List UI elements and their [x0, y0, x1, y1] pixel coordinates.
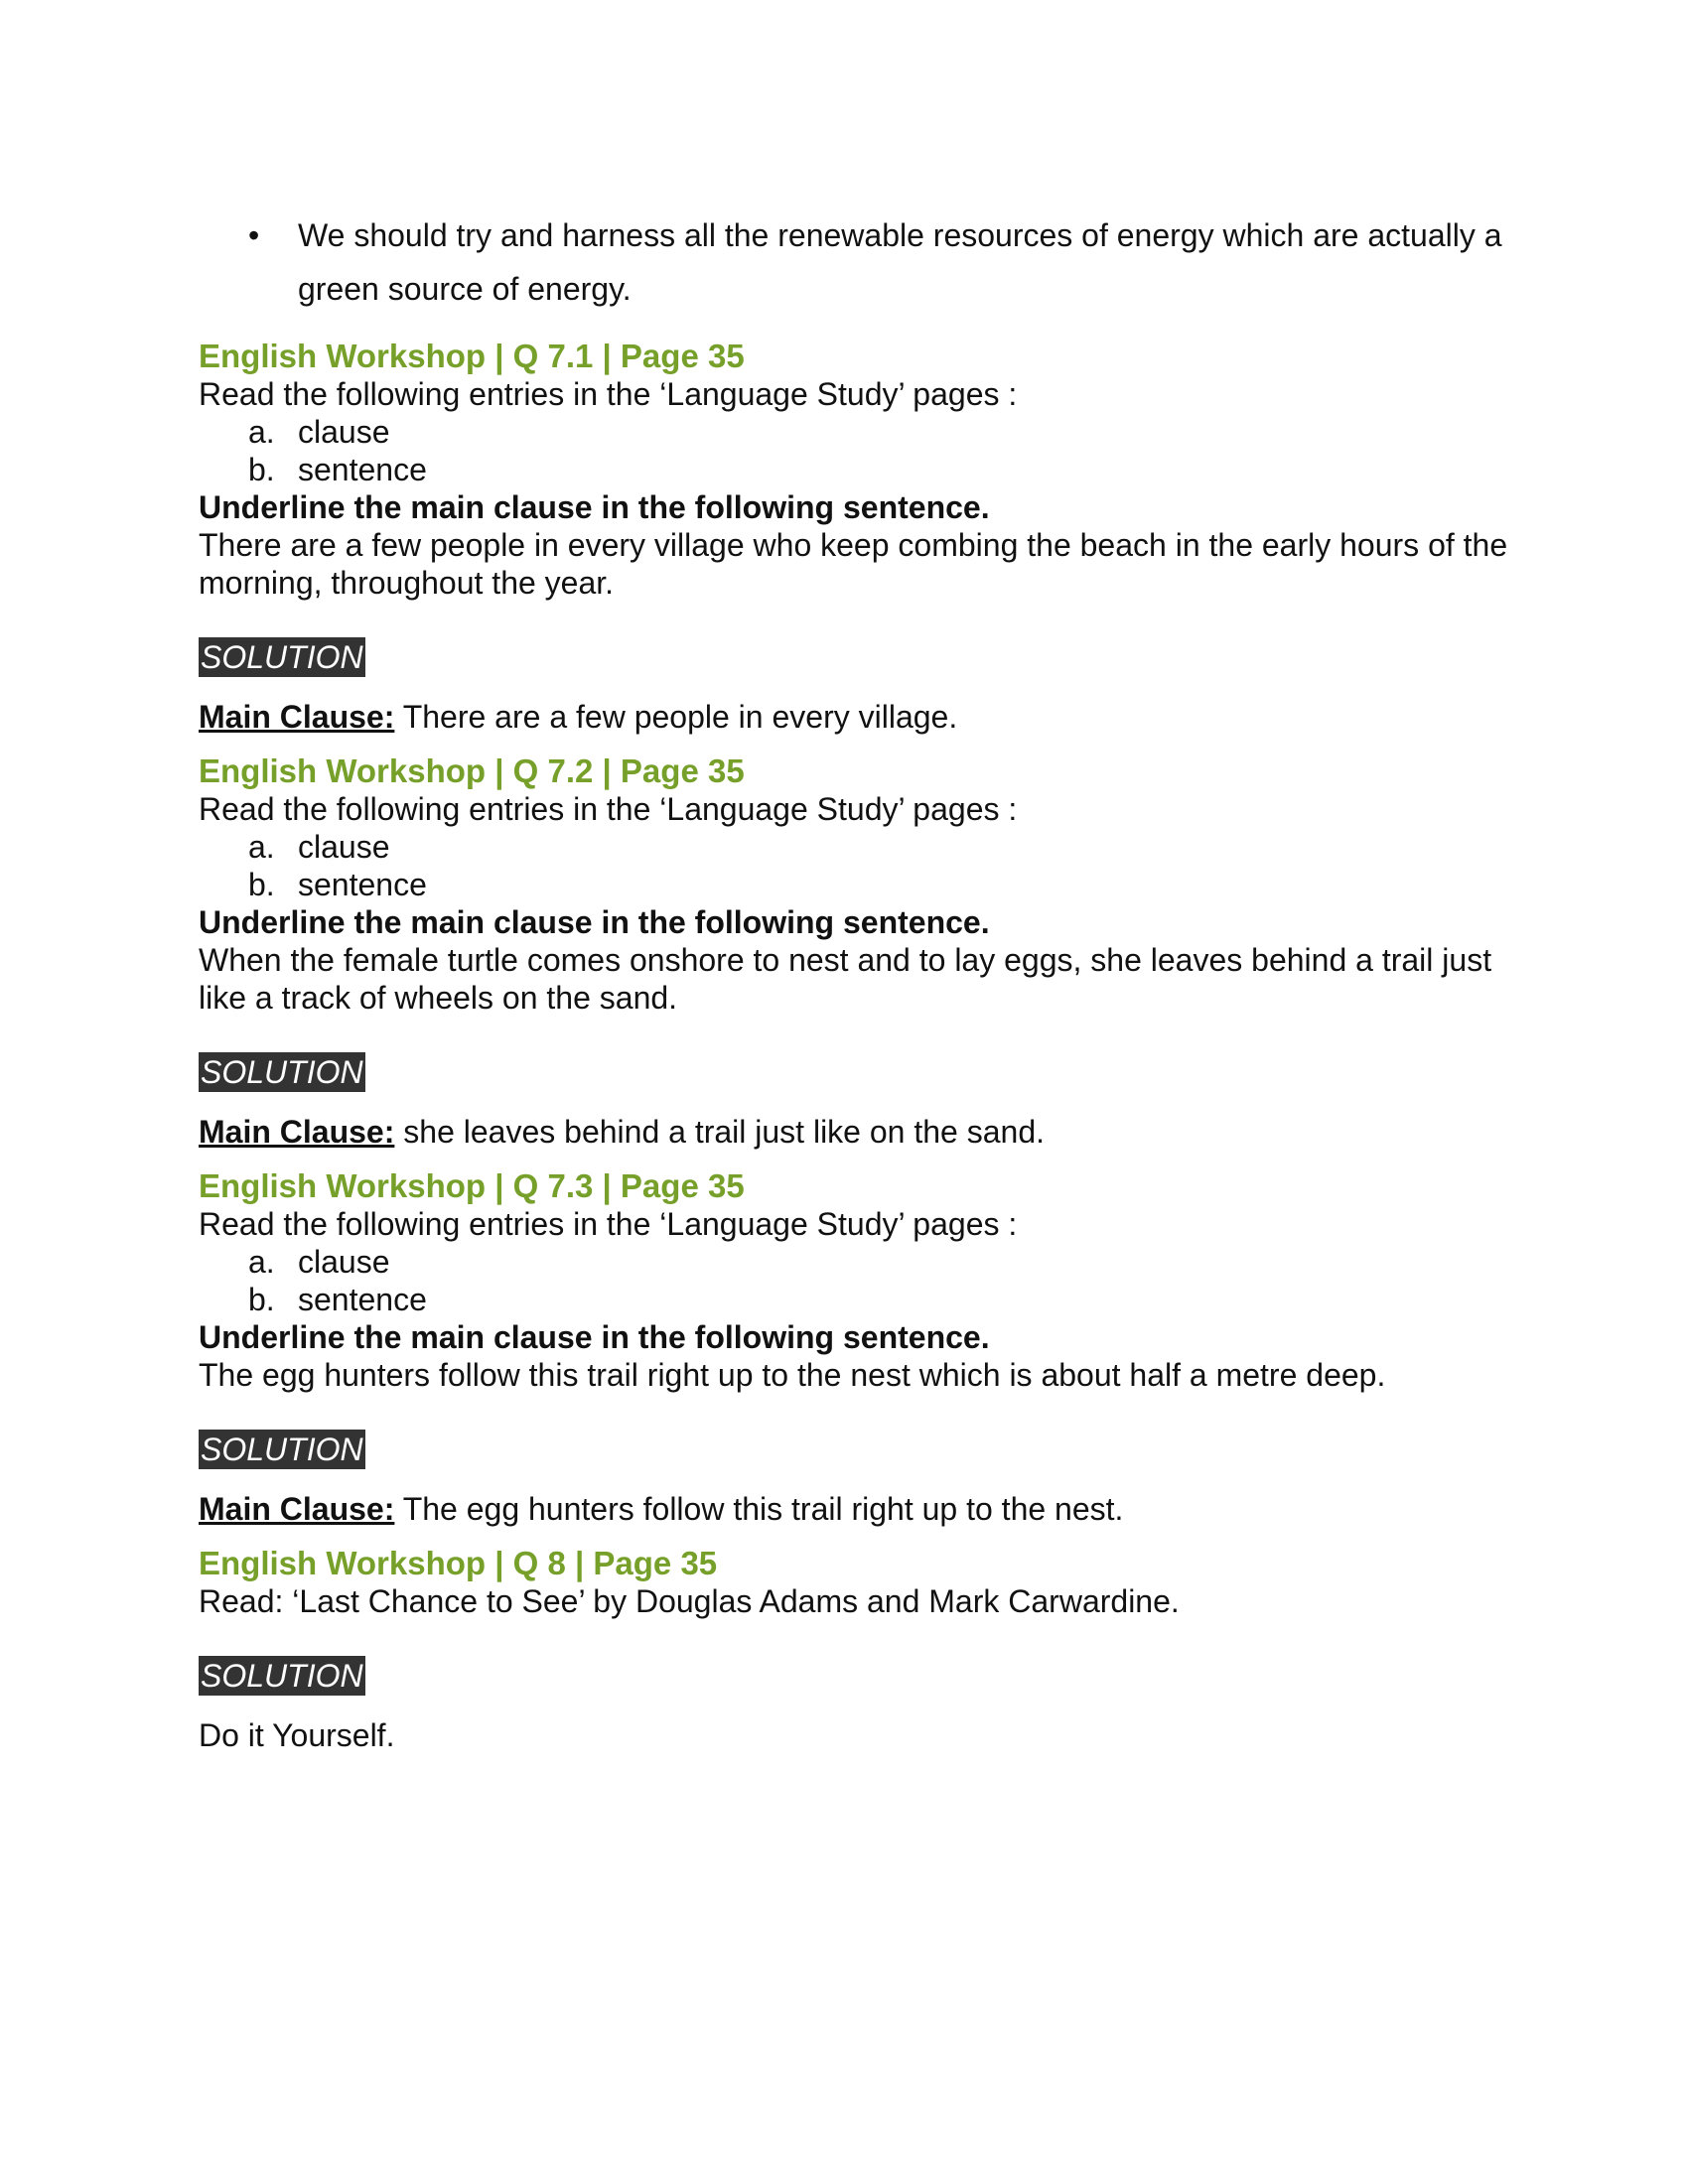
- option-item: [199, 1243, 1509, 1281]
- option-letter: a.: [248, 829, 275, 865]
- answer-text: she leaves behind a trail just like on the sand.: [394, 1114, 1045, 1150]
- answer-label: Main Clause:: [199, 699, 395, 735]
- intro-bullet-item: [199, 208, 1509, 316]
- solution-badge: SOLUTION: [201, 1658, 363, 1694]
- solution-badge: SOLUTION: [201, 1054, 363, 1090]
- option-item: [199, 828, 1509, 866]
- document-page: [199, 208, 1509, 1755]
- question-prompt: Read the following entries in the ‘Language Study’ pages :: [199, 791, 1018, 827]
- question-heading: English Workshop | Q 7.1 | Page 35: [199, 338, 745, 374]
- option-text: sentence: [298, 867, 427, 902]
- option-letter: a.: [248, 414, 275, 450]
- intro-bullet-text: We should try and harness all the renewable resources of energy which are actually a green source of energy.: [298, 217, 1502, 307]
- answer-text: There are a few people in every village.: [394, 699, 958, 735]
- answer-line: [199, 1489, 1509, 1529]
- option-letter: b.: [248, 452, 275, 487]
- option-item: [199, 1281, 1509, 1318]
- option-letter: a.: [248, 1244, 275, 1280]
- answer-label: Main Clause:: [199, 1491, 395, 1527]
- option-item: [199, 866, 1509, 903]
- question-prompt: Read: ‘Last Chance to See’ by Douglas Adams and Mark Carwardine.: [199, 1583, 1180, 1619]
- option-text: clause: [298, 414, 390, 450]
- question-prompt: Read the following entries in the ‘Language Study’ pages :: [199, 1206, 1018, 1242]
- option-text: clause: [298, 1244, 390, 1280]
- question-instruction: Underline the main clause in the following sentence.: [199, 1319, 990, 1355]
- option-item: [199, 413, 1509, 451]
- question-heading: English Workshop | Q 7.2 | Page 35: [199, 752, 745, 789]
- option-letter: b.: [248, 867, 275, 902]
- answer-label: Main Clause:: [199, 1114, 395, 1150]
- question-section-7-2: [199, 752, 1509, 1152]
- answer-text: The egg hunters follow this trail right up to the nest.: [394, 1491, 1124, 1527]
- answer-line: [199, 1715, 1509, 1755]
- option-item: [199, 451, 1509, 488]
- question-prompt: Read the following entries in the ‘Language Study’ pages :: [199, 376, 1018, 412]
- solution-badge: SOLUTION: [201, 1432, 363, 1467]
- question-heading: English Workshop | Q 8 | Page 35: [199, 1545, 718, 1581]
- question-instruction: Underline the main clause in the following sentence.: [199, 904, 990, 940]
- question-instruction: Underline the main clause in the following sentence.: [199, 489, 990, 525]
- question-sentence: When the female turtle comes onshore to nest and to lay eggs, she leaves behind a trail just like a track of wheels on the sand.: [199, 942, 1492, 1016]
- option-text: clause: [298, 829, 390, 865]
- question-sentence: The egg hunters follow this trail right up to the nest which is about half a metre deep.: [199, 1357, 1386, 1393]
- solution-badge: SOLUTION: [201, 639, 363, 675]
- answer-line: [199, 697, 1509, 737]
- option-text: sentence: [298, 1282, 427, 1317]
- question-section-8: [199, 1545, 1509, 1755]
- option-text: sentence: [298, 452, 427, 487]
- answer-text: Do it Yourself.: [199, 1717, 395, 1753]
- bullet-icon: •: [248, 217, 260, 253]
- question-heading: English Workshop | Q 7.3 | Page 35: [199, 1167, 745, 1204]
- option-letter: b.: [248, 1282, 275, 1317]
- question-sentence: There are a few people in every village who keep combing the beach in the early hours of the morning, throughout the year.: [199, 527, 1508, 601]
- question-section-7-3: [199, 1167, 1509, 1529]
- answer-line: [199, 1112, 1509, 1152]
- question-section-7-1: [199, 338, 1509, 737]
